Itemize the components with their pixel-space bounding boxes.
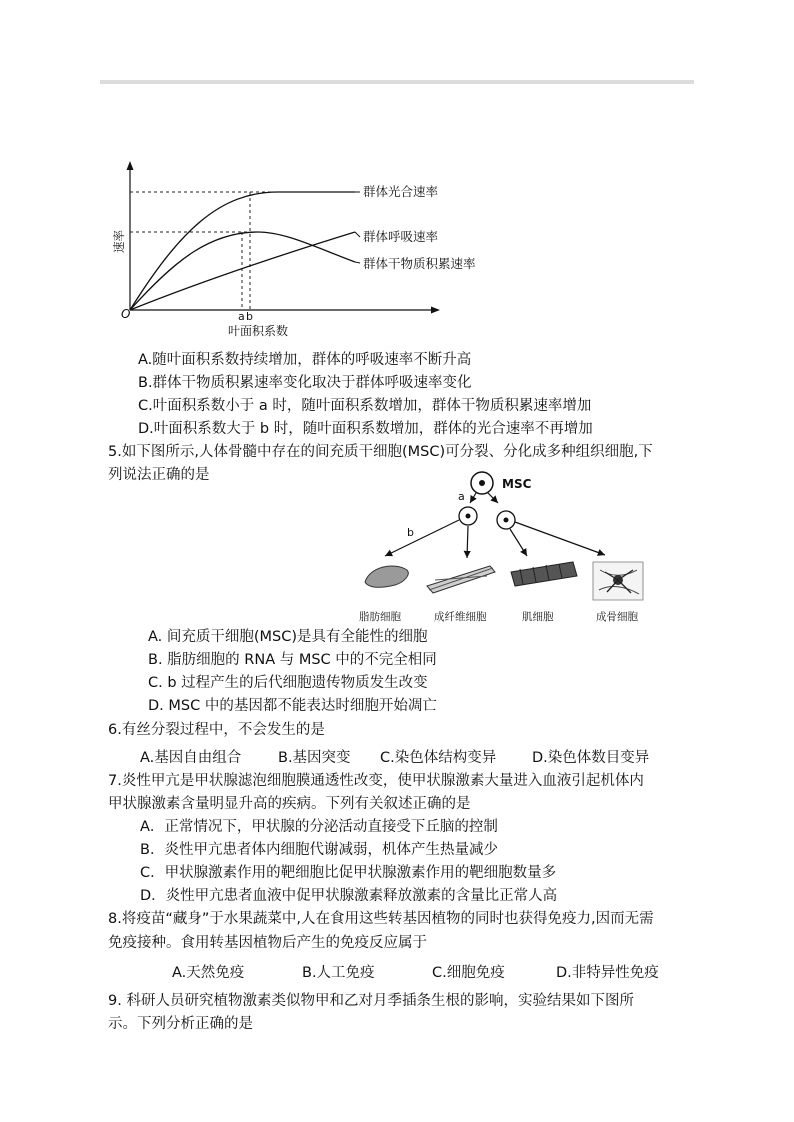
x-mark-b: b bbox=[246, 310, 253, 323]
q8-option-c: C.细胞免疫 bbox=[432, 965, 505, 981]
q9-stem-line2: 示。下列分析正确的是 bbox=[108, 1016, 253, 1032]
q5-option-b: B. 脂肪细胞的 RNA 与 MSC 中的不完全相同 bbox=[148, 652, 437, 668]
x-mark-a: a bbox=[238, 310, 245, 323]
fibroblast-image bbox=[427, 566, 495, 593]
curve-label-dry-matter: 群体干物质积累速率 bbox=[363, 256, 476, 271]
q7-option-c: C．甲状腺激素作用的靶细胞比促甲状腺激素作用的靶细胞数量多 bbox=[140, 865, 557, 881]
top-divider bbox=[100, 80, 694, 84]
q4-option-d: D.叶面积系数大于 b 时，随叶面积系数增加，群体的光合速率不再增加 bbox=[138, 421, 593, 437]
cell-label-fibroblast: 成纤维细胞 bbox=[434, 611, 487, 623]
q7-stem-line2: 甲状腺激素含量明显升高的疾病。下列有关叙述正确的是 bbox=[108, 796, 471, 812]
q6-stem: 6.有丝分裂过程中，不会发生的是 bbox=[108, 722, 325, 738]
q4-option-c: C.叶面积系数小于 a 时，随叶面积系数增加，群体干物质积累速率增加 bbox=[138, 398, 592, 414]
muscle-cell-image bbox=[511, 562, 577, 586]
q6-option-b: B.基因突变 bbox=[278, 750, 351, 766]
q6-option-c: C.染色体结构变异 bbox=[380, 750, 497, 766]
q5-stem-line1: 5.如下图所示,人体骨髓中存在的间充质干细胞(MSC)可分裂、分化成多种组织细胞,下 bbox=[108, 444, 653, 460]
q7-stem-line1: 7.炎性甲亢是甲状腺滤泡细胞膜通透性改变，使甲状腺激素大量进入血液引起机体内 bbox=[108, 773, 644, 789]
q8-stem-line2: 免疫接种。食用转基因植物后产生的免疫反应属于 bbox=[108, 935, 427, 951]
process-a-label: a bbox=[458, 490, 465, 503]
q5-stem-line2: 列说法正确的是 bbox=[108, 467, 210, 483]
q8-option-a: A.天然免疫 bbox=[172, 965, 245, 981]
cell-label-osteoblast: 成骨细胞 bbox=[596, 611, 638, 623]
q5-option-c: C. b 过程产生的后代细胞遗传物质发生改变 bbox=[148, 675, 428, 691]
q7-option-a: A．正常情况下，甲状腺的分泌活动直接受下丘脑的控制 bbox=[140, 819, 498, 835]
q7-option-d: D．炎性甲亢患者血液中促甲状腺激素释放激素的含量比正常人高 bbox=[140, 888, 558, 904]
curve-label-respiration: 群体呼吸速率 bbox=[363, 229, 439, 244]
q8-option-b: B.人工免疫 bbox=[302, 965, 375, 981]
origin-label: O bbox=[121, 307, 131, 321]
q8-option-d: D.非特异性免疫 bbox=[556, 965, 659, 981]
curve-label-photosynthesis: 群体光合速率 bbox=[363, 184, 439, 199]
msc-label: MSC bbox=[502, 477, 532, 491]
cell-label-muscle: 肌细胞 bbox=[522, 611, 554, 623]
leaf-area-rate-figure bbox=[110, 155, 530, 345]
x-axis-label: 叶面积系数 bbox=[228, 324, 289, 338]
fat-cell-image bbox=[365, 566, 408, 587]
q6-option-a: A.基因自由组合 bbox=[140, 750, 242, 766]
cell-label-fat: 脂肪细胞 bbox=[359, 611, 401, 623]
q7-option-b: B．炎性甲亢患者体内细胞代谢减弱，机体产生热量减少 bbox=[140, 842, 498, 858]
y-axis-label: 速率 bbox=[112, 230, 126, 253]
q4-option-b: B.群体干物质积累速率变化取决于群体呼吸速率变化 bbox=[138, 375, 472, 391]
msc-differentiation-figure bbox=[355, 458, 675, 628]
process-b-label: b bbox=[407, 526, 414, 539]
q9-stem-line1: 9. 科研人员研究植物激素类似物甲和乙对月季插条生根的影响，实验结果如下图所 bbox=[108, 993, 634, 1009]
q5-option-d: D. MSC 中的基因都不能表达时细胞开始凋亡 bbox=[148, 698, 437, 714]
q6-option-d: D.染色体数目变异 bbox=[532, 750, 650, 766]
q4-option-a: A.随叶面积系数持续增加，群体的呼吸速率不断升高 bbox=[138, 352, 472, 368]
osteoblast-image bbox=[593, 562, 643, 600]
q8-stem-line1: 8.将疫苗“藏身”于水果蔬菜中,人在食用这些转基因植物的同时也获得免疫力,因而无需 bbox=[108, 911, 654, 927]
q5-option-a: A. 间充质干细胞(MSC)是具有全能性的细胞 bbox=[148, 629, 428, 645]
